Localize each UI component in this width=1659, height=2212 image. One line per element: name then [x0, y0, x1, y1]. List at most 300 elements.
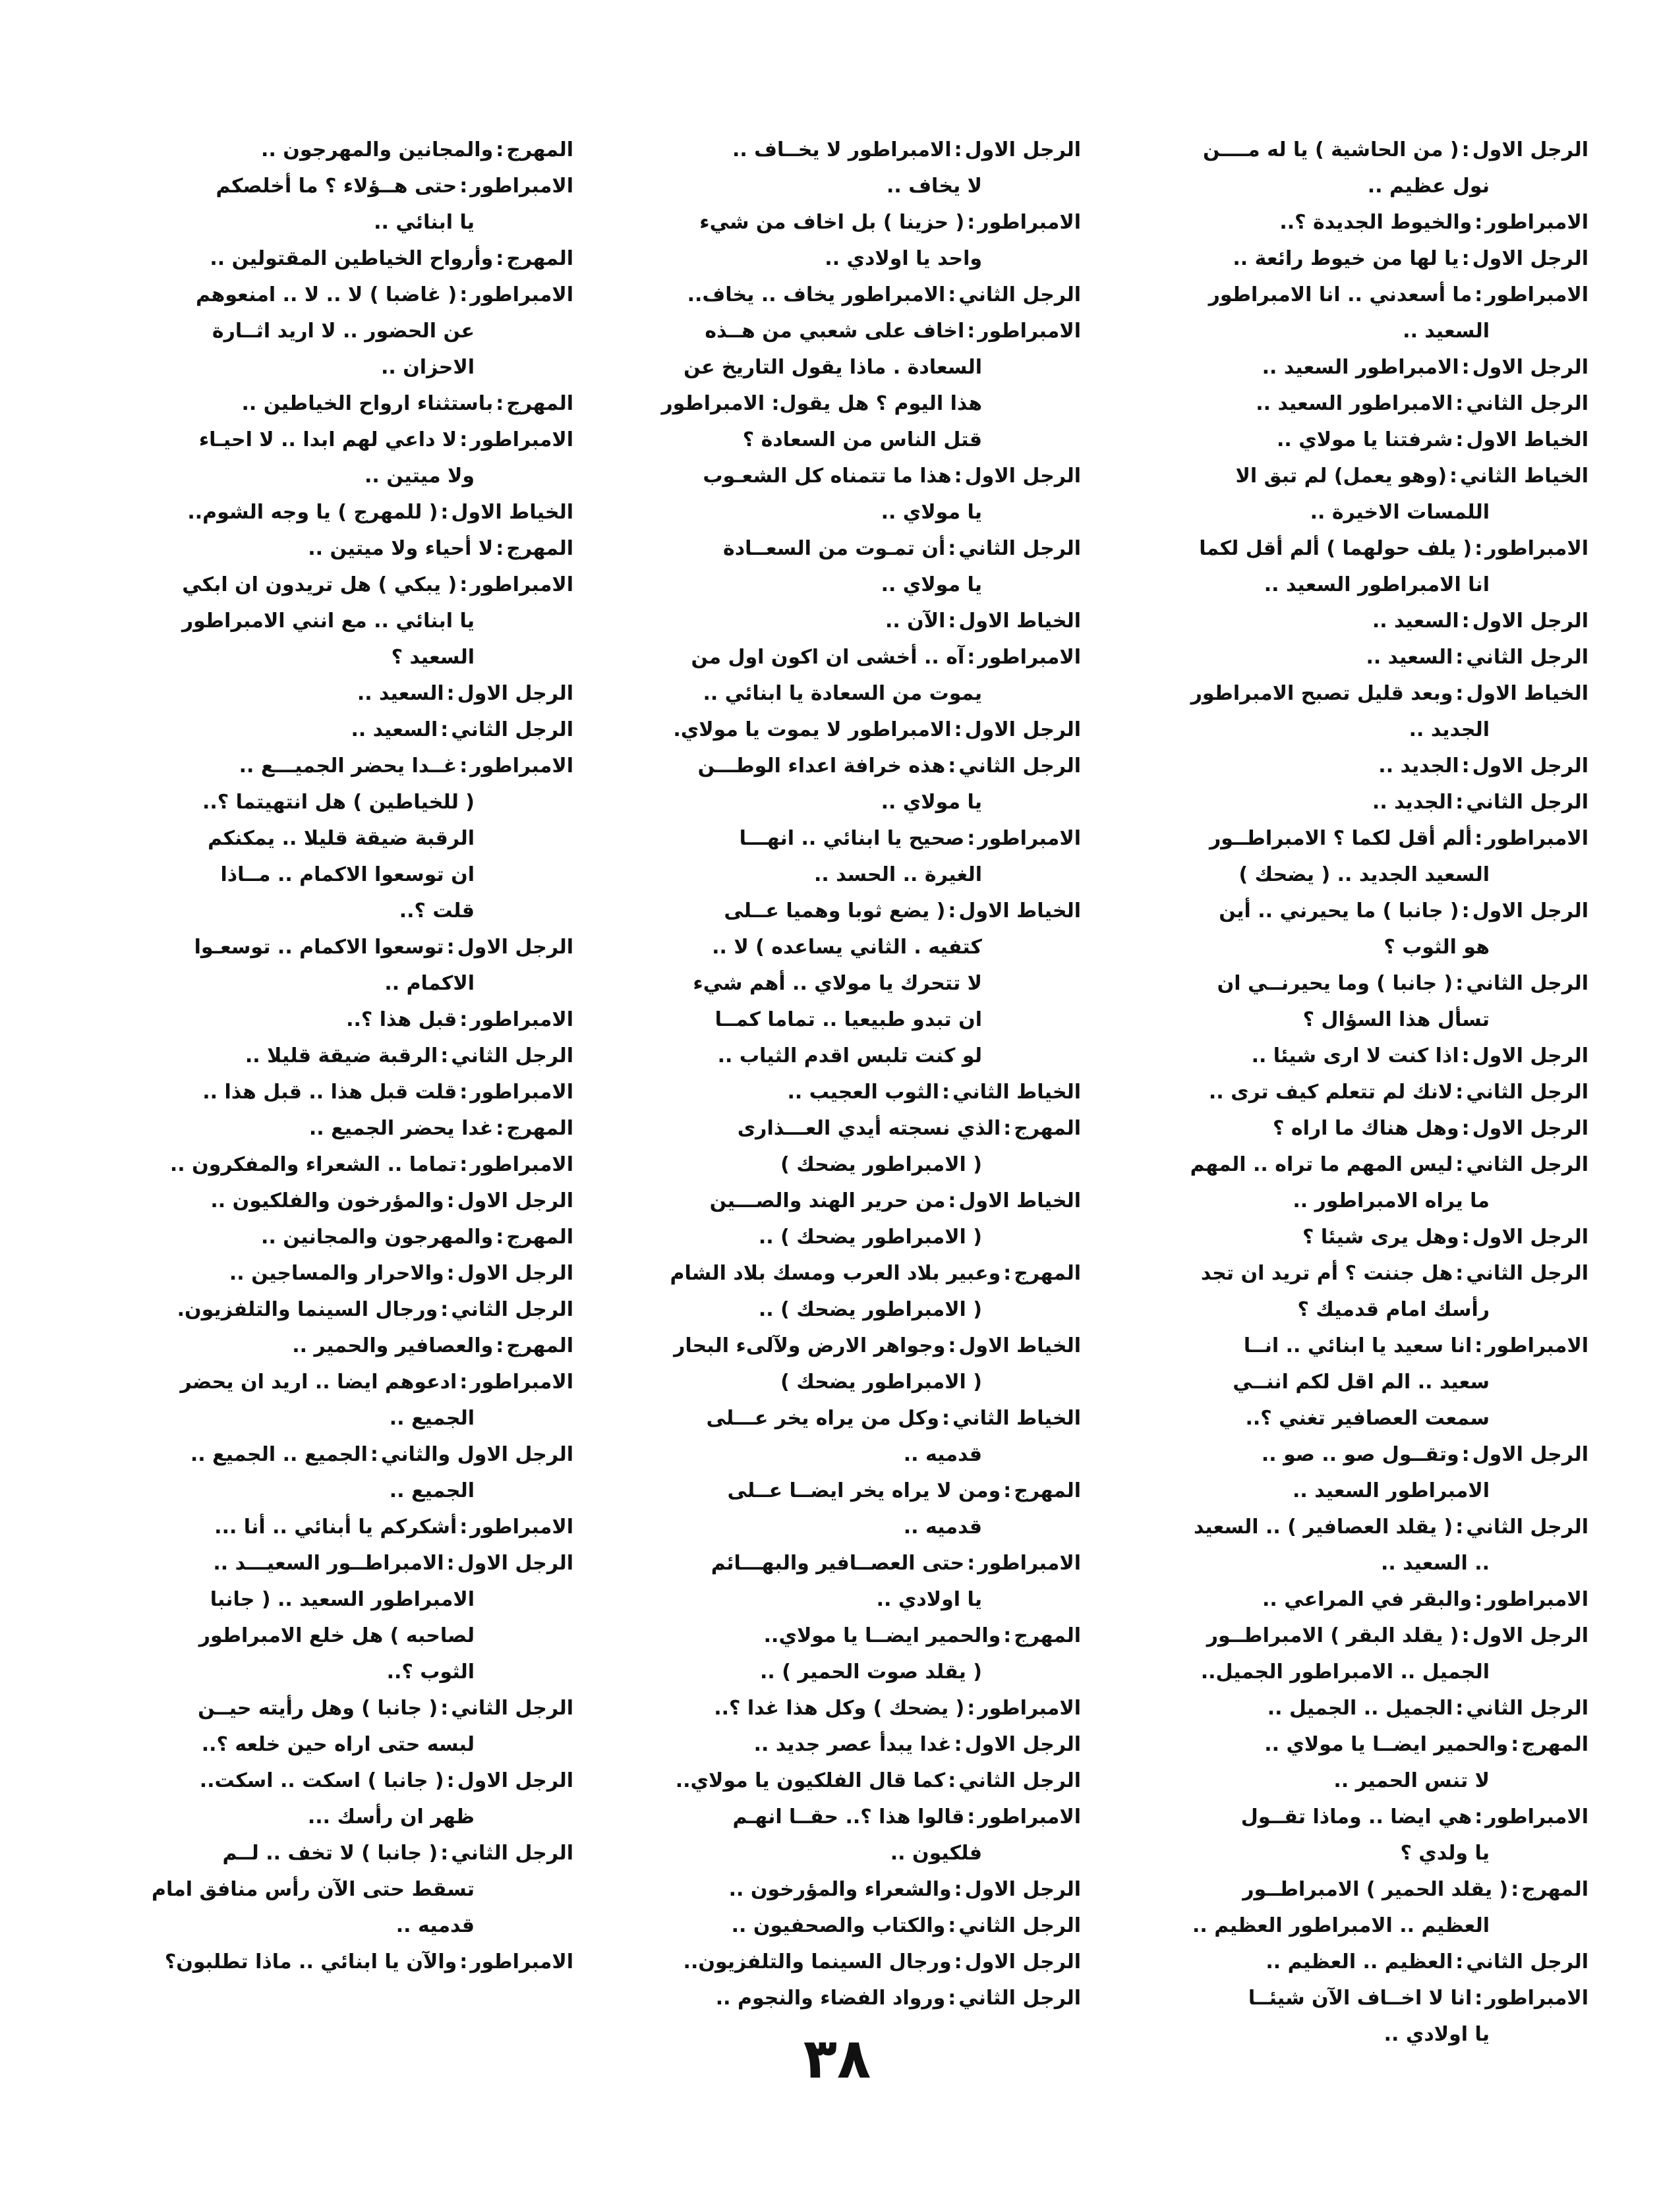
dialogue-text: ورجال السينما والتلفزيون.: [177, 1298, 438, 1321]
dialogue-continuation: السعادة . ماذا يقول التاريخ عن: [684, 356, 982, 379]
text-column-middle: [626, 132, 1081, 2082]
dialogue-text: قبل هذا ؟..: [346, 1008, 457, 1031]
dialogue-text: الرقبة ضيقة قليلا ..: [245, 1044, 438, 1067]
dialogue-text: الامبراطور السعيد ..: [1256, 392, 1453, 415]
dialogue-line: [1134, 422, 1588, 458]
dialogue-text: ورجال السينما والتلفزيون..: [683, 1950, 952, 1973]
dialogue-continuation: الامبراطور السعيد ..: [1293, 1479, 1490, 1502]
speaker-name: الخياط الاول: [958, 1189, 1081, 1212]
speaker-name: الرجل الثاني: [451, 1044, 573, 1067]
speaker-name: الرجل الثاني: [958, 1914, 1081, 1937]
dialogue-line: [626, 1763, 1081, 1799]
dialogue-continuation: ( الامبراطور يضحك ): [780, 1371, 982, 1394]
dialogue-continuation: يا مولاي ..: [881, 573, 982, 596]
dialogue-text: والحمير ايضــا يا مولاي ..: [1264, 1733, 1509, 1756]
dialogue-text: وكل من يراه يخر عـــلى: [706, 1407, 940, 1430]
speaker-separator: :: [459, 1081, 468, 1104]
dialogue-text: والمجانين والمهرجون ..: [261, 138, 494, 161]
dialogue-line: [119, 1219, 573, 1255]
speaker-name: الرجل الثاني: [1466, 392, 1588, 415]
dialogue-line: [119, 712, 573, 748]
dialogue-continuation: العظيم .. الامبراطور العظيم ..: [1192, 1914, 1490, 1937]
dialogue-line: [119, 1364, 573, 1400]
dialogue-line: [1134, 204, 1588, 241]
dialogue-text: ألم أقل لكما ؟ الامبراطــور: [1209, 827, 1472, 850]
speaker-name: الخياط الاول: [1466, 682, 1588, 705]
speaker-name: الرجل الاول: [1472, 247, 1588, 270]
dialogue-line: [1134, 1219, 1588, 1255]
speaker-separator: :: [948, 610, 956, 633]
speaker-name: الخياط الثاني: [952, 1081, 1081, 1104]
dialogue-continuation: واحد يا اولادي ..: [825, 247, 982, 270]
dialogue-line: [119, 132, 573, 168]
speaker-separator: :: [1003, 1117, 1012, 1140]
speaker-name: الرجل الثاني: [1466, 1950, 1588, 1973]
dialogue-continuation: ( الامبراطور يضحك ) ..: [758, 1226, 982, 1249]
dialogue-line: [1134, 820, 1588, 857]
dialogue-line: [1134, 1436, 1588, 1473]
speaker-name: الامبراطور: [470, 1516, 573, 1539]
dialogue-line: [119, 530, 573, 567]
dialogue-continuation: هو الثوب ؟: [1383, 936, 1490, 959]
dialogue-text: ( جانبا ) اسكت .. اسكت..: [199, 1769, 444, 1792]
dialogue-text: انا لا اخــاف الآن شيئــا: [1248, 1987, 1472, 2010]
speaker-separator: :: [954, 138, 962, 161]
dialogue-line: [626, 458, 1081, 494]
dialogue-continuation: قدميه ..: [395, 1914, 475, 1937]
speaker-separator: :: [967, 827, 975, 850]
dialogue-line: [626, 893, 1081, 929]
dialogue-text: والبقر في المراعي ..: [1262, 1588, 1472, 1611]
speaker-separator: :: [440, 1044, 449, 1067]
dialogue-continuation: الامبراطور السعيد .. ( جانبا: [210, 1588, 475, 1611]
speaker-separator: :: [1474, 537, 1483, 560]
speaker-name: الامبراطور: [977, 211, 1081, 234]
speaker-separator: :: [948, 754, 956, 778]
dialogue-line: [1134, 458, 1588, 494]
speaker-separator: :: [948, 283, 956, 306]
dialogue-line: [1134, 965, 1588, 1002]
dialogue-text: غدا يحضر الجميع ..: [308, 1117, 494, 1140]
speaker-name: المهرج: [1521, 1733, 1588, 1756]
speaker-name: الامبراطور: [1485, 1805, 1588, 1829]
dialogue-text: السعيد ..: [1366, 646, 1453, 669]
speaker-name: المهرج: [1521, 1878, 1588, 1901]
dialogue-continuation: عن الحضور .. لا اريد اثــارة: [212, 320, 475, 343]
speaker-name: الرجل الاول: [964, 138, 1081, 161]
dialogue-text: حتى هــؤلاء ؟ ما أخلصكم: [216, 175, 457, 198]
dialogue-continuation: ( الامبراطور يضحك ): [780, 1153, 982, 1176]
dialogue-text: هذه خرافة اعداء الوطـــن: [697, 754, 946, 778]
dialogue-text: أن تمـوت من السعــادة: [723, 537, 946, 560]
speaker-separator: :: [1474, 1588, 1483, 1611]
speaker-separator: :: [1474, 1334, 1483, 1357]
speaker-separator: :: [1461, 1624, 1470, 1647]
dialogue-text: الامبراطور السعيد ..: [1262, 356, 1459, 379]
speaker-separator: :: [446, 1552, 455, 1575]
dialogue-continuation: الثوب ؟..: [386, 1660, 475, 1684]
speaker-separator: :: [954, 718, 962, 741]
dialogue-continuation: تسقط حتى الآن رأس منافق امام: [151, 1878, 475, 1901]
dialogue-text: غــدا يحضر الجميـــع ..: [239, 754, 457, 778]
speaker-name: الخياط الاول: [958, 899, 1081, 922]
dialogue-continuation: لا تتحرك يا مولاي .. أهم شيء: [693, 972, 982, 995]
dialogue-line: [1134, 1255, 1588, 1291]
dialogue-text: ادعوهم ايضا .. اريد ان يحضر: [180, 1371, 457, 1394]
speaker-name: الامبراطور: [1485, 827, 1588, 850]
speaker-name: الرجل الاول: [457, 682, 573, 705]
dialogue-continuation: قدميه ..: [903, 1516, 982, 1539]
speaker-separator: :: [496, 1334, 504, 1357]
speaker-separator: :: [496, 1226, 504, 1249]
dialogue-line: [119, 1545, 573, 1581]
dialogue-line: [1134, 1618, 1588, 1654]
dialogue-text: الجميع .. الجميع ..: [190, 1443, 368, 1466]
speaker-name: الرجل الاول: [1472, 899, 1588, 922]
speaker-separator: :: [1461, 1226, 1470, 1249]
speaker-name: الخياط الاول: [1466, 428, 1588, 451]
dialogue-line: [1134, 1147, 1588, 1183]
dialogue-text: ليس المهم ما تراه .. المهم: [1190, 1153, 1453, 1176]
dialogue-continuation: يا ولدي ؟: [1400, 1842, 1490, 1865]
speaker-name: الرجل الثاني: [1466, 1697, 1588, 1720]
speaker-separator: :: [1461, 610, 1470, 633]
speaker-name: الرجل الثاني: [958, 283, 1081, 306]
dialogue-text: ( للمهرج ) يا وجه الشوم..: [187, 501, 438, 524]
dialogue-text: العظيم .. العظيم ..: [1266, 1950, 1453, 1973]
dialogue-continuation: الجديد ..: [1409, 718, 1490, 741]
speaker-separator: :: [496, 247, 504, 270]
dialogue-line: [626, 1400, 1081, 1436]
speaker-name: المهرج: [506, 392, 573, 415]
speaker-name: الرجل الثاني: [451, 1298, 573, 1321]
speaker-name: الامبراطور: [977, 1805, 1081, 1829]
dialogue-text: الجديد ..: [1372, 791, 1453, 814]
speaker-name: الرجل الثاني: [958, 1987, 1081, 2010]
speaker-name: الرجل الاول: [1472, 1044, 1588, 1067]
speaker-name: الرجل الاول: [1472, 1443, 1588, 1466]
dialogue-line: [119, 494, 573, 530]
dialogue-line: [119, 1038, 573, 1074]
dialogue-continuation: قدميه ..: [903, 1443, 982, 1466]
dialogue-continuation: فلكيون ..: [890, 1842, 982, 1865]
speaker-separator: :: [1511, 1878, 1519, 1901]
speaker-name: الرجل الاول: [1472, 1624, 1588, 1647]
dialogue-continuation: يا مولاي ..: [881, 501, 982, 524]
dialogue-continuation: الجميع ..: [389, 1407, 475, 1430]
dialogue-line: [119, 929, 573, 965]
speaker-separator: :: [1003, 1479, 1012, 1502]
dialogue-text: الذي نسجته أيدي العـــذارى: [737, 1117, 1001, 1140]
speaker-separator: :: [496, 537, 504, 560]
speaker-separator: :: [370, 1443, 378, 1466]
dialogue-text: ( يقلد العصافير ) .. السعيد: [1193, 1516, 1453, 1539]
dialogue-line: [1134, 1074, 1588, 1110]
speaker-name: الامبراطور: [977, 320, 1081, 343]
dialogue-text: ( يقلد الحمير ) الامبراطــور: [1242, 1878, 1509, 1901]
dialogue-continuation: الجميل .. الامبراطور الجميل..: [1200, 1660, 1490, 1684]
dialogue-line: [1134, 1980, 1588, 2016]
dialogue-text: السعيد ..: [1372, 610, 1459, 633]
dialogue-line: [119, 567, 573, 603]
dialogue-continuation: السعيد الجديد .. ( يضحك ): [1238, 863, 1490, 886]
dialogue-text: وعبير بلاد العرب ومسك بلاد الشام: [670, 1262, 1001, 1285]
dialogue-text: وبعد قليل تصبح الامبراطور: [1190, 682, 1453, 705]
speaker-name: الامبراطور: [977, 1697, 1081, 1720]
dialogue-line: [626, 132, 1081, 168]
speaker-separator: :: [948, 1334, 956, 1357]
dialogue-text: والعصافير والحمير ..: [292, 1334, 494, 1357]
dialogue-line: [1134, 1038, 1588, 1074]
dialogue-line: [626, 1618, 1081, 1654]
dialogue-text: لانك لم تتعلم كيف ترى ..: [1208, 1081, 1453, 1104]
speaker-name: الرجل الثاني: [1466, 972, 1588, 995]
dialogue-text: ورواد الفضاء والنجوم ..: [715, 1987, 946, 2010]
dialogue-line: [626, 1328, 1081, 1364]
speaker-separator: :: [496, 392, 504, 415]
dialogue-line: [626, 313, 1081, 349]
dialogue-text: ما أسعدني .. انا الامبراطور: [1208, 283, 1472, 306]
dialogue-continuation: ( الامبراطور يضحك ) ..: [758, 1298, 982, 1321]
dialogue-line: [119, 1074, 573, 1110]
speaker-name: المهرج: [506, 1226, 573, 1249]
speaker-separator: :: [954, 1878, 962, 1901]
speaker-name: الرجل الثاني: [958, 537, 1081, 560]
dialogue-text: الآن ..: [885, 610, 946, 633]
speaker-name: الامبراطور: [977, 1552, 1081, 1575]
dialogue-text: توسعوا الاكمام .. توسعـوا: [194, 936, 444, 959]
dialogue-text: قالوا هذا ؟.. حقــا انهـم: [732, 1805, 965, 1829]
dialogue-text: حتى العصــافير والبهـــائم: [711, 1552, 965, 1575]
dialogue-text: ( من الحاشية ) يا له مــــن: [1203, 138, 1459, 161]
dialogue-continuation: يا اولادي ..: [1383, 2023, 1490, 2046]
dialogue-text: تماما .. الشعراء والمفكرون ..: [169, 1153, 457, 1176]
speaker-separator: :: [1474, 1805, 1483, 1829]
dialogue-text: والحمير ايضــا يا مولاي..: [763, 1624, 1001, 1647]
dialogue-continuation: لا تنس الحمير ..: [1333, 1769, 1490, 1792]
dialogue-line: [119, 1002, 573, 1038]
speaker-separator: :: [1455, 646, 1464, 669]
dialogue-continuation: السعيد ..: [1403, 320, 1490, 343]
speaker-separator: :: [459, 1516, 468, 1539]
dialogue-continuation: لا يخاف ..: [886, 175, 982, 198]
speaker-separator: :: [967, 211, 975, 234]
speaker-name: المهرج: [1014, 1479, 1081, 1502]
speaker-separator: :: [1474, 283, 1483, 306]
speaker-separator: :: [440, 501, 449, 524]
dialogue-line: [1134, 1726, 1588, 1763]
dialogue-text: وأرواح الخياطين المقتولين ..: [210, 247, 494, 270]
dialogue-continuation: الغيرة .. الحسد ..: [813, 863, 982, 886]
speaker-separator: :: [446, 682, 455, 705]
speaker-separator: :: [496, 1117, 504, 1140]
speaker-name: الرجل الثاني: [1466, 791, 1588, 814]
speaker-separator: :: [459, 428, 468, 451]
speaker-name: الرجل الاول: [964, 1878, 1081, 1901]
dialogue-line: [626, 1183, 1081, 1219]
speaker-separator: :: [1461, 138, 1470, 161]
speaker-name: الخياط الثاني: [952, 1407, 1081, 1430]
speaker-separator: :: [459, 283, 468, 306]
dialogue-line: [626, 1074, 1081, 1110]
dialogue-line: [626, 1908, 1081, 1944]
dialogue-line: [626, 1690, 1081, 1726]
speaker-separator: :: [459, 754, 468, 778]
dialogue-continuation: سعيد .. الم اقل لكم اننــي: [1233, 1371, 1490, 1394]
speaker-separator: :: [954, 1950, 962, 1973]
dialogue-line: [626, 748, 1081, 784]
dialogue-text: باستثناء ارواح الخياطين ..: [241, 392, 494, 415]
speaker-name: الرجل الاول: [964, 465, 1081, 488]
speaker-separator: :: [446, 936, 455, 959]
dialogue-text: شرفتنا يا مولاي ..: [1276, 428, 1453, 451]
dialogue-text: السعيد ..: [357, 682, 444, 705]
speaker-name: الامبراطور: [1485, 1334, 1588, 1357]
dialogue-line: [119, 1436, 573, 1473]
dialogue-continuation: انا الامبراطور السعيد ..: [1264, 573, 1490, 596]
dialogue-line: [1134, 639, 1588, 675]
dialogue-continuation: يا اولادي ..: [876, 1588, 982, 1611]
dialogue-text: هذا ما تتمناه كل الشعـوب: [703, 465, 952, 488]
speaker-name: الامبراطور: [470, 1081, 573, 1104]
speaker-separator: :: [1474, 1987, 1483, 2010]
dialogue-text: والخيوط الجديدة ؟..: [1279, 211, 1472, 234]
dialogue-continuation: لصاحبه ) هل خلع الامبراطور: [198, 1624, 475, 1647]
dialogue-text: ( جانبا ) وما يحيرنــي ان: [1217, 972, 1453, 995]
speaker-separator: :: [1474, 211, 1483, 234]
dialogue-text: والاحرار والمساجين ..: [229, 1262, 444, 1285]
speaker-name: المهرج: [506, 537, 573, 560]
speaker-separator: :: [1455, 1081, 1464, 1104]
dialogue-continuation: السعيد ؟: [391, 646, 475, 669]
speaker-name: الرجل الاول: [457, 936, 573, 959]
dialogue-text: ( غاضبا ) لا .. لا .. امنعوهم: [196, 283, 457, 306]
speaker-name: الامبراطور: [977, 827, 1081, 850]
dialogue-text: والآن يا ابنائي .. ماذا تطلبون؟: [164, 1950, 457, 1973]
speaker-name: الرجل الاول: [457, 1262, 573, 1285]
dialogue-line: [119, 1690, 573, 1726]
dialogue-continuation: يا ابنائي ..: [374, 211, 475, 234]
dialogue-line: [1134, 1944, 1588, 1980]
dialogue-text: الجديد ..: [1378, 754, 1459, 778]
dialogue-line: [119, 1835, 573, 1871]
dialogue-continuation: ان توسعوا الاكمام .. مــاذا: [220, 863, 475, 886]
dialogue-continuation: يموت من السعادة يا ابنائي ..: [703, 682, 982, 705]
dialogue-line: [119, 1147, 573, 1183]
speaker-separator: :: [1455, 428, 1464, 451]
speaker-separator: :: [459, 1371, 468, 1394]
dialogue-continuation: ( يقلد صوت الحمير ) ..: [759, 1660, 982, 1684]
dialogue-line: [1134, 748, 1588, 784]
speaker-name: الرجل الاول: [964, 1733, 1081, 1756]
dialogue-text: والمؤرخون والفلكيون ..: [210, 1189, 444, 1212]
dialogue-text: وجواهر الارض ولآلىء البحار: [674, 1334, 946, 1357]
dialogue-text: صحيح يا ابنائي .. انهـــا: [739, 827, 965, 850]
dialogue-continuation: ان تبدو طبيعيا .. تماما كمــا: [714, 1008, 982, 1031]
speaker-name: الرجل الاول: [457, 1189, 573, 1212]
dialogue-text: هل جننت ؟ أم تريد ان تجد: [1200, 1262, 1453, 1285]
speaker-name: الخياط الاول: [958, 1334, 1081, 1357]
speaker-separator: :: [1474, 827, 1483, 850]
speaker-separator: :: [446, 1262, 455, 1285]
speaker-separator: :: [1455, 682, 1464, 705]
dialogue-text: الامبراطــور السعيـــد ..: [213, 1552, 444, 1575]
dialogue-line: [119, 1763, 573, 1799]
speaker-name: الرجل الثاني: [1466, 1516, 1588, 1539]
text-column-right: [1134, 132, 1588, 2082]
dialogue-continuation: رأسك امام قدميك ؟: [1297, 1298, 1490, 1321]
dialogue-text: قلت قبل هذا .. قبل هذا ..: [202, 1081, 457, 1104]
dialogue-line: [1134, 1871, 1588, 1908]
dialogue-line: [1134, 1581, 1588, 1618]
dialogue-line: [626, 820, 1081, 857]
dialogue-text: (وهو يعمل) لم تبق الا: [1235, 465, 1447, 488]
dialogue-line: [1134, 675, 1588, 712]
dialogue-text: آه .. أخشى ان اكون اول من: [691, 646, 965, 669]
speaker-separator: :: [1461, 1117, 1470, 1140]
dialogue-text: السعيد ..: [351, 718, 438, 741]
dialogue-text: لا أحياء ولا ميتين ..: [308, 537, 494, 560]
dialogue-line: [1134, 1799, 1588, 1835]
speaker-name: الامبراطور: [470, 1371, 573, 1394]
dialogue-continuation: قلت ؟..: [399, 899, 475, 922]
text-column-left: [119, 132, 573, 2082]
speaker-separator: :: [948, 1987, 956, 2010]
speaker-name: الرجل الاول: [457, 1769, 573, 1792]
speaker-name: الرجل الاول: [1472, 1117, 1588, 1140]
dialogue-text: ( يضع ثوبا وهميا عــلى: [724, 899, 946, 922]
dialogue-text: يا لها من خيوط رائعة ..: [1233, 247, 1459, 270]
dialogue-line: [626, 1255, 1081, 1291]
speaker-separator: :: [1455, 791, 1464, 814]
dialogue-text: هي ايضا .. وماذا تقــول: [1240, 1805, 1472, 1829]
speaker-separator: :: [1461, 1443, 1470, 1466]
dialogue-text: ومن لا يراه يخر ايضــا عــلى: [727, 1479, 1001, 1502]
speaker-separator: :: [942, 1407, 950, 1430]
dialogue-line: [1134, 603, 1588, 639]
dialogue-line: [119, 422, 573, 458]
dialogue-continuation: كتفيه . الثاني يساعده ) لا ..: [712, 936, 982, 959]
dialogue-line: [119, 1255, 573, 1291]
speaker-name: الامبراطور: [1485, 283, 1588, 306]
dialogue-line: [626, 1473, 1081, 1509]
dialogue-text: ( يبكي ) هل تريدون ان ابكي: [182, 573, 457, 596]
speaker-name: الخياط الاول: [451, 501, 573, 524]
dialogue-line: [119, 277, 573, 313]
speaker-name: المهرج: [506, 1334, 573, 1357]
dialogue-text: ( جانبا ) لا تخف .. لــم: [222, 1842, 438, 1865]
dialogue-text: الجميل .. الجميل ..: [1267, 1697, 1453, 1720]
dialogue-text: ( جانبا ) ما يحيرني .. أين: [1219, 899, 1459, 922]
speaker-separator: :: [948, 537, 956, 560]
speaker-separator: :: [1455, 972, 1464, 995]
speaker-separator: :: [459, 1950, 468, 1973]
speaker-separator: :: [1455, 1950, 1464, 1973]
dialogue-line: [1134, 277, 1588, 313]
speaker-separator: :: [440, 1697, 449, 1720]
speaker-name: الرجل الثاني: [1466, 1081, 1588, 1104]
dialogue-line: [626, 712, 1081, 748]
dialogue-continuation: الاحزان ..: [380, 356, 475, 379]
dialogue-line: [626, 1980, 1081, 2016]
speaker-separator: :: [1003, 1624, 1012, 1647]
speaker-name: المهرج: [506, 1117, 573, 1140]
speaker-name: الامبراطور: [1485, 1588, 1588, 1611]
dialogue-line: [1134, 1328, 1588, 1364]
dialogue-text: ( يقلد البقر ) الامبراطــور: [1206, 1624, 1459, 1647]
dialogue-line: [119, 748, 573, 784]
dialogue-text: الامبراطور لا يموت يا مولاي.: [673, 718, 952, 741]
